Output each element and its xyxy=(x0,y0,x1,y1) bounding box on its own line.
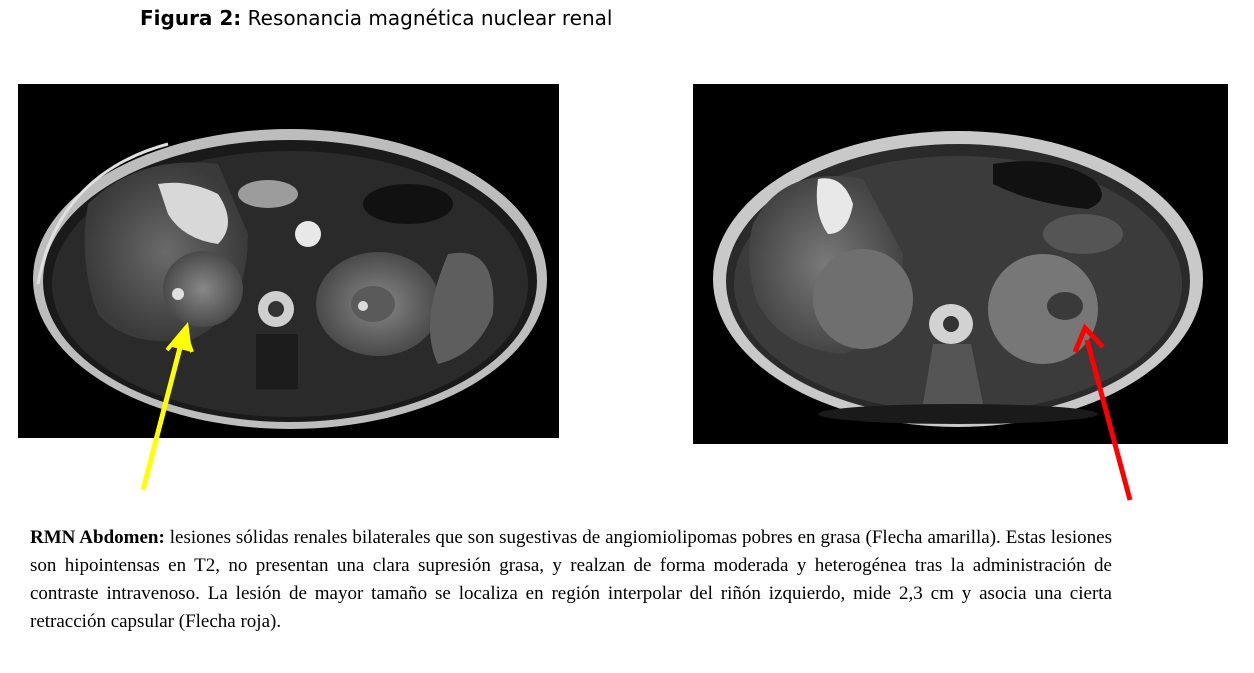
caption-lead: RMN Abdomen: xyxy=(30,527,165,548)
figure-title-text: Resonancia magnética nuclear renal xyxy=(241,6,613,30)
mri-image-right xyxy=(693,84,1228,444)
mri-left-graphic xyxy=(18,84,559,438)
mri-image-left xyxy=(18,84,559,438)
caption-text: lesiones sólidas renales bilaterales que son sugestivas de angiomiolipomas pobres en grasa (Flecha amarilla). Estas lesiones son hipointensas en T2, no presentan una clara supresión grasa, y realzan de forma moderada y heterogénea tras la administración de contraste intravenoso. La lesión de mayor tamaño se localiza en región interpolar del riñón izquierdo, mide 2,3 cm y asocia una cierta retracción capsular (Flecha roja). xyxy=(30,527,1112,632)
figure-label: Figura 2: xyxy=(140,6,242,30)
mri-right-graphic xyxy=(693,84,1228,444)
figure-title xyxy=(140,6,612,30)
figure-caption xyxy=(30,524,1112,636)
